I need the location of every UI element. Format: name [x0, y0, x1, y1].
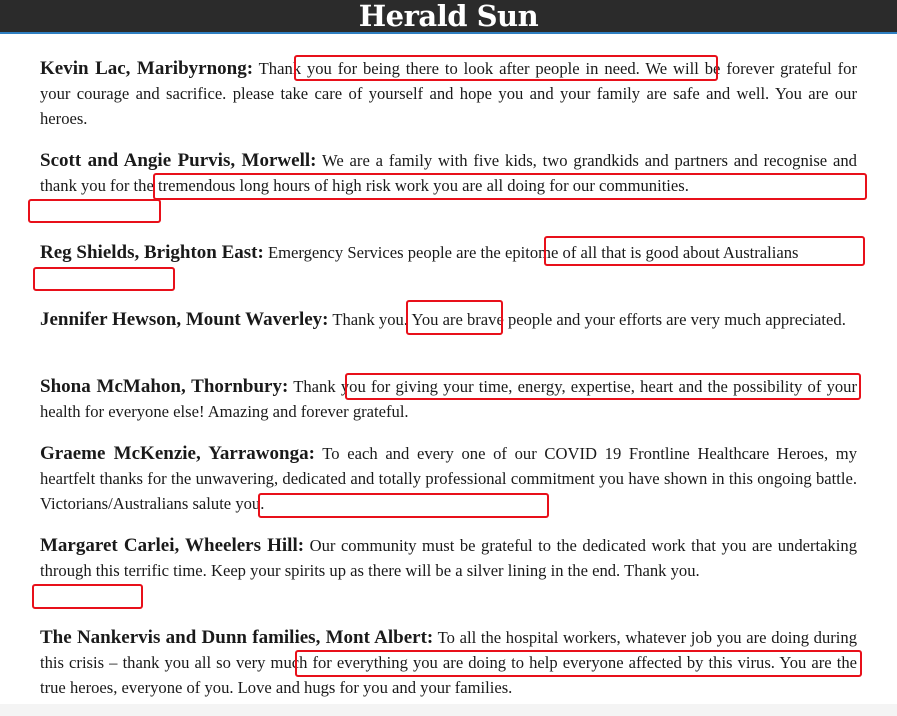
masthead-title: Herald Sun — [358, 0, 539, 33]
message-text: We will be forever grateful for your courage and sacrifice. please take care of yourself and hope you and your family are safe and well. You are our heroes. — [40, 59, 857, 128]
author-name: Shona McMahon, Thornbury: — [40, 376, 289, 397]
message-text: We are a family with five kids, two grandkids and partners and recognise and — [322, 151, 857, 170]
highlight-box — [33, 267, 175, 291]
message-entry — [40, 56, 857, 131]
message-text: You are brave people and your efforts are very much appreciated. — [411, 310, 846, 329]
author-name: Kevin Lac, Maribyrnong: — [40, 58, 254, 79]
message-entry — [40, 148, 857, 198]
highlight-box — [32, 584, 143, 609]
message-entry — [40, 625, 857, 700]
message-text: possibility of your health for everyone else! Amazing and forever grateful. — [40, 377, 857, 421]
message-text: To each and every one of our COVID 19 Frontline Healthcare Heroes, my heartfelt thanks for the unwavering, dedicated and totally professional commitment you have shown in this ongoing battle. — [40, 444, 857, 488]
highlighted-text: Thank you. — [332, 310, 408, 329]
author-name: The Nankervis and Dunn families, Mont Albert: — [40, 627, 434, 648]
message-entry — [40, 240, 857, 265]
highlighted-text: Thank you for giving your time, energy, expertise, heart and the — [293, 377, 728, 396]
message-text: To all the hospital workers, whatever job you are doing during this crisis – — [40, 628, 857, 672]
message-text: Emergency Services people — [267, 243, 452, 262]
highlighted-text: Thank you. — [624, 561, 700, 580]
highlighted-text: Victorians/Australians salute you. — [40, 494, 265, 513]
highlighted-text: are the epitome of all that is good about Australians — [456, 243, 799, 262]
message-entry — [40, 441, 857, 516]
author-name: Jennifer Hewson, Mount Waverley: — [40, 309, 329, 330]
author-name: Margaret Carlei, Wheelers Hill: — [40, 535, 305, 556]
message-text: affected by this virus. You are the true heroes, everyone of you. Love and hugs for you and your families. — [40, 653, 857, 697]
highlight-box — [28, 199, 161, 223]
masthead — [0, 0, 897, 34]
author-name: Reg Shields, Brighton East: — [40, 242, 264, 263]
page-bottom-edge — [0, 704, 897, 716]
message-entry — [40, 533, 857, 583]
message-entry — [40, 374, 857, 424]
author-name: Scott and Angie Purvis, Morwell: — [40, 150, 317, 171]
highlighted-text: Thank you for being there to look after people in need. — [258, 59, 640, 78]
author-name: Graeme McKenzie, Yarrawonga: — [40, 443, 315, 464]
highlighted-text: thank you for the tremendous long hours of high risk work you are all doing for our communities. — [40, 176, 689, 195]
message-text: Our community must be grateful to the dedicated work that you are undertaking through this terrific time. Keep your spirits up as there will be a silver lining in the end. — [40, 536, 857, 580]
message-entry — [40, 307, 857, 332]
highlighted-text: thank you all so very much for everything you are doing to help everyone — [122, 653, 624, 672]
